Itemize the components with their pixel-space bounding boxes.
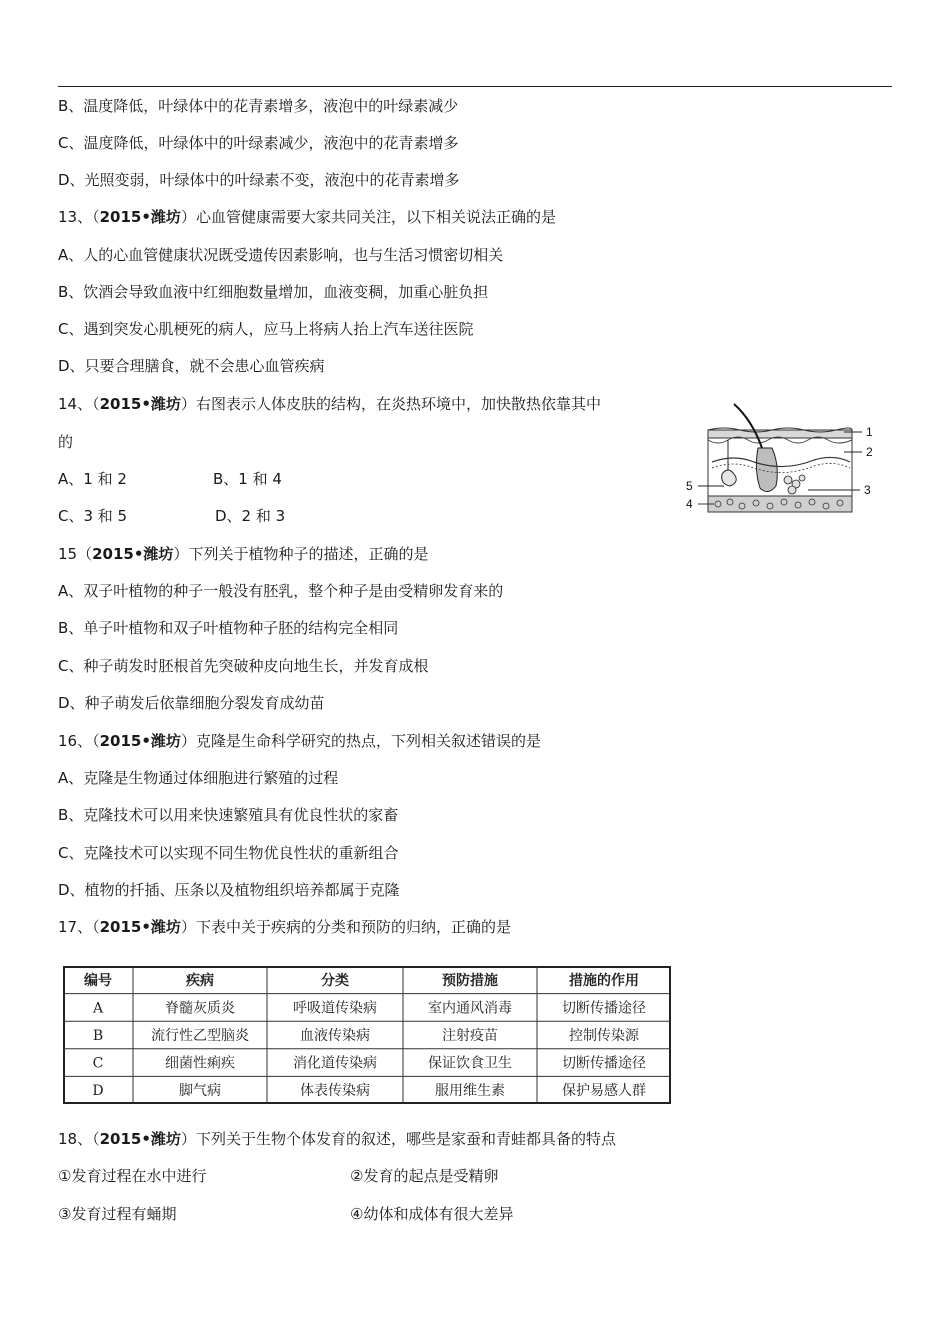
table-cell: 切断传播途径 (562, 1000, 646, 1017)
question-14-option-c: C、3 和 5 (58, 507, 128, 525)
question-14-option-a: A、1 和 2 (58, 470, 127, 488)
table-cell: 切断传播途径 (562, 1055, 646, 1072)
table-cell: 体表传染病 (300, 1083, 370, 1100)
table-cell: 脊髓灰质炎 (165, 1000, 235, 1017)
table-header-cell: 预防措施 (442, 972, 498, 989)
question-18-option-1: ①发育过程在水中进行 (58, 1167, 207, 1185)
question-18-option-3: ③发育过程有蛹期 (58, 1205, 177, 1223)
table-cell: B (92, 1028, 104, 1044)
question-13-option-b: B、饮酒会导致血液中红细胞数量增加，血液变稠，加重心脏负担 (58, 283, 489, 301)
table-cell: 流行性乙型脑炎 (151, 1028, 249, 1044)
question-source: 2015•潍坊 (92, 545, 174, 563)
question-18-option-2: ②发育的起点是受精卵 (350, 1167, 499, 1185)
table-cell: 注射疫苗 (442, 1028, 498, 1044)
table-cell: 消化道传染病 (293, 1055, 377, 1072)
question-18-stem: 18、（2015•潍坊）下列关于生物个体发育的叙述，哪些是家蚕和青蛙都具备的特点 (58, 1130, 616, 1148)
table-cell: D (92, 1083, 104, 1100)
question-16-option-c: C、克隆技术可以实现不同生物优良性状的重新组合 (58, 844, 399, 862)
question-13-stem: 13、（2015•潍坊）心血管健康需要大家共同关注，以下相关说法正确的是 (58, 208, 556, 226)
question-16-stem: 16、（2015•潍坊）克隆是生命科学研究的热点，下列相关叙述错误的是 (58, 732, 541, 750)
question-15-stem: 15（2015•潍坊）下列关于植物种子的描述，正确的是 (58, 545, 429, 563)
table-cell: A (92, 1000, 104, 1017)
header-rule (58, 86, 892, 87)
table-cell: 细菌性痢疾 (165, 1055, 235, 1072)
question-13-option-d: D、只要合理膳食，就不会患心血管疾病 (58, 357, 325, 375)
table-cell: 服用维生素 (435, 1083, 505, 1100)
table-cell: 控制传染源 (569, 1028, 639, 1044)
question-14-stem-cont: 的 (58, 433, 74, 451)
question-16-option-d: D、植物的扦插、压条以及植物组织培养都属于克隆 (58, 881, 400, 899)
figure-label: 1 (866, 425, 873, 439)
question-15-option-c: C、种子萌发时胚根首先突破种皮向地生长，并发育成根 (58, 657, 429, 675)
question-17-stem: 17、（2015•潍坊）下表中关于疾病的分类和预防的归纳，正确的是 (58, 918, 511, 936)
question-source: 2015•潍坊 (99, 395, 181, 413)
question-18-option-4: ④幼体和成体有很大差异 (350, 1205, 514, 1223)
question-16-option-b: B、克隆技术可以用来快速繁殖具有优良性状的家畜 (58, 806, 399, 824)
disease-table (63, 966, 671, 1104)
table-cell: 脚气病 (179, 1083, 221, 1100)
figure-label: 2 (866, 445, 873, 459)
question-source: 2015•潍坊 (99, 208, 181, 226)
table-header-cell: 编号 (84, 972, 112, 989)
table-cell: 呼吸道传染病 (293, 1000, 377, 1017)
question-14-option-d: D、2 和 3 (215, 507, 286, 525)
figure-label: 4 (686, 497, 693, 511)
question-source: 2015•潍坊 (99, 918, 181, 936)
question-source: 2015•潍坊 (99, 732, 181, 750)
table-cell: C (92, 1055, 104, 1072)
table-header-cell: 疾病 (186, 972, 214, 989)
question-16-option-a: A、克隆是生物通过体细胞进行繁殖的过程 (58, 769, 339, 787)
question-14-stem: 14、（2015•潍坊）右图表示人体皮肤的结构，在炎热环境中，加快散热依靠其中 (58, 395, 601, 413)
table-cell: 血液传染病 (300, 1028, 370, 1044)
table-cell: 室内通风消毒 (428, 1000, 512, 1017)
question-15-option-b: B、单子叶植物和双子叶植物种子胚的结构完全相同 (58, 619, 399, 637)
table-header-cell: 分类 (321, 972, 349, 989)
figure-label: 3 (864, 483, 871, 497)
question-13-option-c: C、遇到突发心肌梗死的病人，应马上将病人抬上汽车送往医院 (58, 320, 474, 338)
option-line: B、温度降低，叶绿体中的花青素增多，液泡中的叶绿素减少 (58, 97, 459, 115)
figure-label: 5 (686, 479, 693, 493)
question-source: 2015•潍坊 (99, 1130, 181, 1148)
option-line: D、光照变弱，叶绿体中的叶绿素不变，液泡中的花青素增多 (58, 171, 460, 189)
table-header-cell: 措施的作用 (569, 972, 639, 989)
question-14-option-b: B、1 和 4 (213, 470, 282, 488)
question-13-option-a: A、人的心血管健康状况既受遗传因素影响，也与生活习惯密切相关 (58, 246, 504, 264)
table-cell: 保护易感人群 (562, 1083, 646, 1100)
question-15-option-a: A、双子叶植物的种子一般没有胚乳，整个种子是由受精卵发育来的 (58, 582, 504, 600)
question-15-option-d: D、种子萌发后依靠细胞分裂发育成幼苗 (58, 694, 325, 712)
option-line: C、温度降低，叶绿体中的叶绿素减少，液泡中的花青素增多 (58, 134, 459, 152)
table-cell: 保证饮食卫生 (428, 1055, 512, 1072)
skin-structure-figure (684, 400, 880, 522)
